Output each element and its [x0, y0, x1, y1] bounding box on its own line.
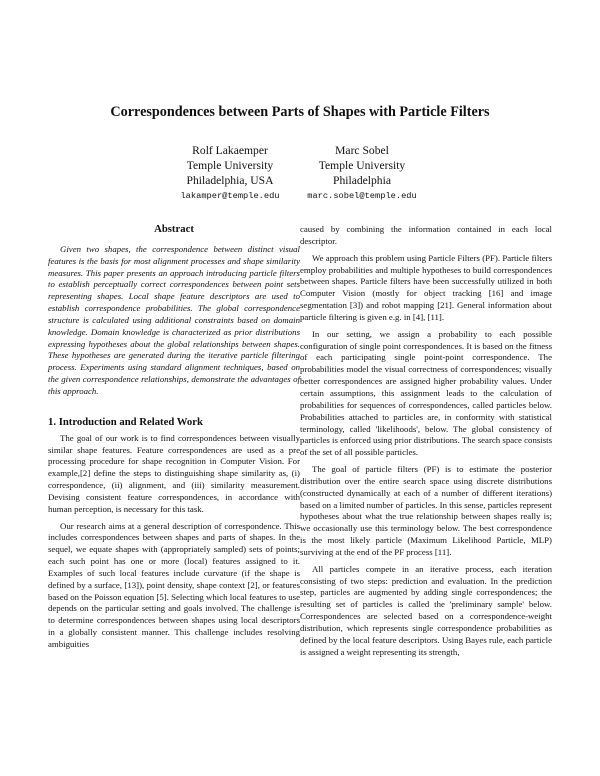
author-name: Rolf Lakaemper — [192, 144, 268, 157]
body-paragraph: Our research aims at a general description of correspondence. This includes correspondences between shapes and parts of shapes. In the sequel, we equate shapes with (appropriately sampled) sets of points; each such point has one or more (local) features assigned to it. Examples of such local features include curvature (if the shape is defined by a surface, [13]), point density, shape context [2], or features based on the Poisson equation [5]. Selecting which local features to use depends on the particular setting and goals involved. The challenge is to determine correspondences between shapes using local descriptors in a globally consistent manner. This challenge includes resolving ambiguities — [48, 520, 300, 649]
body-paragraph: The goal of our work is to find correspondences between visually similar shape features. Feature correspondences are used as a pre processing procedure for shape recognition in Computer Vision. For example,[2] define the steps to distinguishing shape similarity as, (i) correspondence, (ii) alignment, and (iii) similarity measurement. Devising consistent feature correspondences, in accordance with human perception, is necessary for this task. — [48, 432, 300, 514]
abstract-heading: Abstract — [154, 223, 194, 235]
body-paragraph: In our setting, we assign a probability to each possible configuration of single point correspondences. It is based on the fitness of each participating single point-point correspondence. The probabilities model the visual correctness of correspondences; visually better correspondences are assigned higher probability values. Under certain assumptions, this assignment leads to the calculation of probabilities for sequences of correspondences, called particles below. Probabilities attached to particles are, in conformity with statistical terminology, called 'likelihoods', below. The global consistency of particles is enforced using prior distributions. The search space consists of the set of all possible particles. — [300, 328, 552, 458]
body-paragraph: The goal of particle filters (PF) is to estimate the posterior distribution over the entire search space using discrete distributions (constructed dynamically at each of a number of different iterations) based on a limited number of particles. In this sense, particles represent hypotheses about what the true relationship between shapes really is; we occasionally use this terminology below. The best correspondence is the most likely particle (Maximum Likelihood Particle, MLP) surviving at the end of the PF process [11]. — [300, 464, 552, 557]
author-email: marc.sobel@temple.edu — [307, 191, 417, 201]
author-email: lakamper@temple.edu — [180, 191, 280, 201]
author-block-2 — [262, 143, 462, 204]
section-heading: 1. Introduction and Related Work — [48, 415, 203, 428]
paper-title: Correspondences between Parts of Shapes with Particle Filters — [110, 104, 490, 120]
left-column — [48, 224, 300, 651]
abstract-text: Given two shapes, the correspondence between distinct visual features is the basis for most alignment processes and shape similarity measures. This paper presents an approach introducing particle filters to establish perceptually correct correspondences between point sets representing shapes. Local shape feature descriptors are used to establish correspondence probabilities. The global correspondence structure is calculated using additional constraints based on domain knowledge. Domain knowledge is characterized as prior distributions expressing hypotheses about the global relationships between shapes. These hypotheses are generated during the iterative particle filtering process. Experiments using standard alignment techniques, based on the given correspondence relationships, demonstrate the advantages of this approach. — [48, 243, 300, 396]
author-affiliation: Temple University — [318, 159, 406, 172]
author-affiliation: Temple University — [186, 159, 274, 172]
author-location: Philadelphia — [333, 174, 391, 187]
body-paragraph: We approach this problem using Particle Filters (PF). Particle filters employ probabilities and multiple hypotheses to build correspondences between shapes. Particle filters have been successfully utilized in both Computer Vision (mostly for object tracking [16] and image segmentation [3]) and robot mapping [21]. General information about particle filtering is given e.g. in [4], [11]. — [300, 252, 552, 322]
body-paragraph-continued: caused by combining the information contained in each local descriptor. — [300, 224, 552, 246]
author-name: Marc Sobel — [335, 144, 389, 157]
body-paragraph: All particles compete in an iterative process, each iteration consisting of two steps: prediction and evaluation. In the prediction step, particles are augmented by adding single correspondences; the resulting set of particles is called the 'preliminary sample' below. Correspondences are selected based on a correspondence-weight distribution, which represents single correspondence probabilities as defined by the local feature descriptors. Using Bayes rule, each particle is assigned a weight representing its strength, — [300, 563, 552, 657]
right-column — [300, 224, 552, 659]
author-location: Philadelphia, USA — [186, 174, 274, 187]
